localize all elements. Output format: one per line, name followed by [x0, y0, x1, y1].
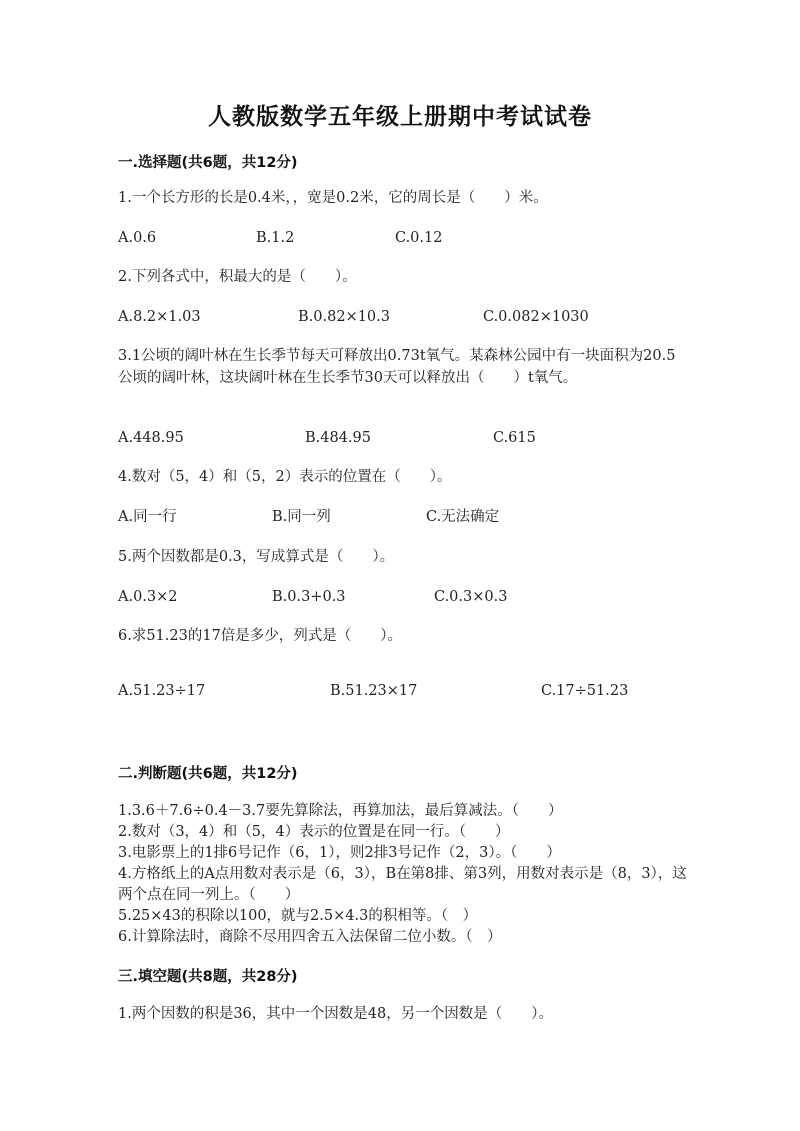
option-c: C.无法确定: [426, 509, 500, 525]
option-b: B.484.95: [305, 430, 372, 446]
option-a: A.448.95: [118, 430, 184, 446]
option-a: A.0.6: [118, 230, 157, 246]
judgment-item: 3.电影票上的1排6号记作（6，1），则2排3号记作（2，3）。（ ）: [118, 845, 561, 861]
choice-question-4: 4.数对（5，4）和（5，2）表示的位置在（ ）。: [118, 469, 452, 485]
choice-question-2: 2.下列各式中，积最大的是（ ）。: [118, 269, 357, 285]
page-title: 人教版数学五年级上册期中考试试卷: [208, 104, 592, 130]
option-a: A.0.3×2: [118, 589, 178, 605]
option-c: C.17÷51.23: [541, 683, 629, 699]
judgment-list: [118, 801, 688, 948]
option-c: C.0.12: [395, 230, 443, 246]
option-c: C.615: [493, 430, 536, 446]
section-heading-fill-blank: 三.填空题(共8题，共28分): [118, 969, 298, 985]
judgment-item: 1.3.6＋7.6÷0.4－3.7要先算除法，再算加法，最后算减法。（ ）: [118, 803, 563, 819]
option-c: C.0.082×1030: [483, 309, 589, 325]
option-b: B.同一列: [272, 509, 331, 525]
option-a: A.8.2×1.03: [118, 309, 201, 325]
option-b: B.51.23×17: [330, 683, 418, 699]
section-heading-choice: 一.选择题(共6题，共12分): [118, 155, 298, 171]
choice-question-3: 3.1公顷的阔叶林在生长季节每天可释放出0.73t氧气。某森林公园中有一块面积为20.5公顷的阔叶林，这块阔叶林在生长季节30天可以释放出（ ）t氧气。: [118, 348, 676, 386]
option-b: B.1.2: [256, 230, 295, 246]
judgment-item: 5.25×43的积除以100，就与2.5×4.3的积相等。（ ）: [118, 908, 478, 924]
choice-question-6: 6.求51.23的17倍是多少，列式是（ ）。: [118, 628, 403, 644]
choice-question-1: 1.一个长方形的长是0.4米，，宽是0.2米，它的周长是（ ）米。: [118, 190, 548, 206]
option-b: B.0.82×10.3: [298, 309, 390, 325]
option-a: A.同一行: [118, 509, 177, 525]
fill-question-1: 1.两个因数的积是36，其中一个因数是48，另一个因数是（ ）。: [118, 1006, 553, 1022]
section-heading-true-false: 二.判断题(共6题，共12分): [118, 766, 298, 782]
choice-question-5: 5.两个因数都是0.3，写成算式是（ ）。: [118, 549, 395, 565]
option-c: C.0.3×0.3: [434, 589, 508, 605]
judgment-item: 4.方格纸上的A点用数对表示是（6，3），B在第8排、第3列，用数对表示是（8，3），这两个点在同一列上。（ ）: [118, 866, 687, 903]
option-b: B.0.3+0.3: [272, 589, 346, 605]
judgment-item: 2.数对（3，4）和（5，4）表示的位置是在同一行。（ ）: [118, 824, 510, 840]
judgment-item: 6.计算除法时，商除不尽用四舍五入法保留二位小数。（ ）: [118, 929, 502, 945]
option-a: A.51.23÷17: [118, 683, 206, 699]
